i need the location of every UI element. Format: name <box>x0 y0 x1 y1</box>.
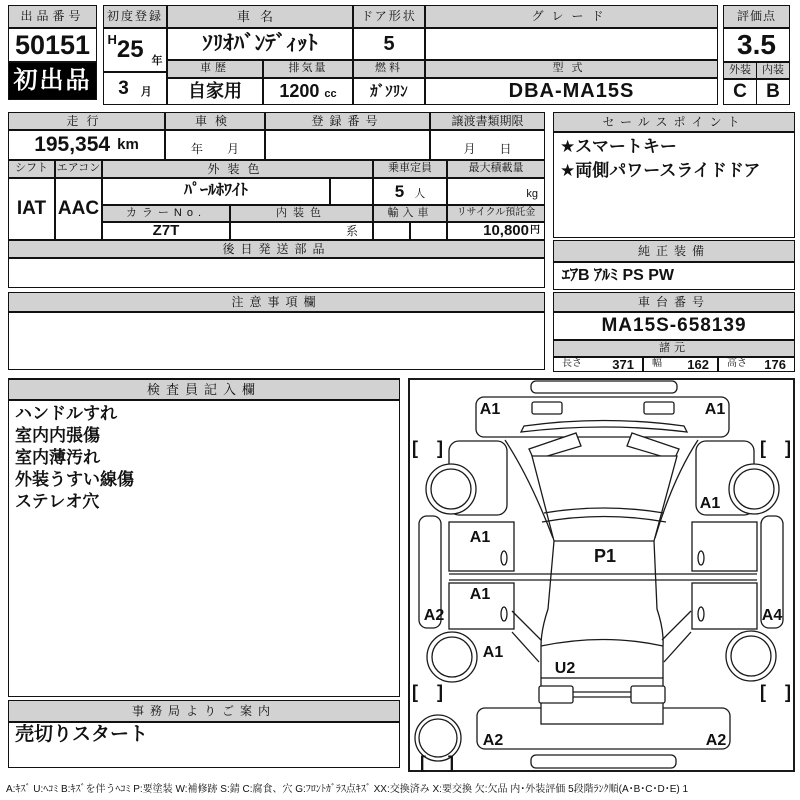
recycle-deposit-label: リサイクル預託金 <box>447 205 545 222</box>
damage-label-rear-left: A2 <box>482 732 504 749</box>
shift-value: IAT <box>8 178 55 240</box>
mirror-bracket-open: [ <box>760 438 766 458</box>
mirror-bracket-close: ] <box>785 438 791 458</box>
damage-label-right-sill: A4 <box>761 607 783 624</box>
front-bumper-shape <box>531 381 677 393</box>
recycle-deposit-value <box>447 222 545 240</box>
inspector-note-line: ハンドルすれ <box>15 404 117 423</box>
door-shape-label: ドア形状 <box>353 5 425 28</box>
model-code-value: DBA-MA15S <box>425 78 718 105</box>
color-number-value: Z7T <box>102 222 230 240</box>
car-name-value: ｿﾘｵﾊﾞﾝﾃﾞｨｯﾄ <box>167 28 353 60</box>
damage-label-left-quarter: A1 <box>482 644 504 661</box>
office-notice-title: 事務局よりご案内 <box>8 700 400 722</box>
damage-label-left-door1: A1 <box>469 529 491 546</box>
office-notice-value: 売切りスタート <box>8 722 400 768</box>
spare-tire-inner <box>419 719 457 757</box>
exterior-color-extra-cell <box>330 178 373 205</box>
oem-equipment-value: ｴｱB ｱﾙﾐ PS PW <box>553 262 795 290</box>
first-registration-month <box>103 72 167 105</box>
door-shape-value: 5 <box>353 28 425 60</box>
lot-number-label: 出品番号 <box>8 5 97 28</box>
chassis-number-value: MA15S-658139 <box>553 312 795 340</box>
length-label: 長さ <box>562 358 582 370</box>
width-label: 幅 <box>652 358 662 370</box>
max-load-label: 最大積載量 <box>447 160 545 178</box>
sales-point-box <box>553 132 795 238</box>
door-handle-front-left <box>501 551 507 565</box>
registration-number-label: 登録番号 <box>265 112 430 130</box>
fuel-label: 燃料 <box>353 60 425 78</box>
month-unit: 月 <box>140 86 152 99</box>
capacity-number: 5 <box>394 181 405 201</box>
inspection-label: 車検 <box>165 112 265 130</box>
corner-bracket-open: [ <box>760 682 766 702</box>
max-load-value: kg <box>447 178 545 205</box>
car-damage-diagram <box>408 378 795 772</box>
first-registration-year <box>103 28 167 72</box>
inspector-note-line: 室内内張傷 <box>15 426 100 445</box>
capacity-unit: 人 <box>414 188 426 201</box>
displacement-unit: cc <box>324 88 337 101</box>
dimension-length <box>553 357 643 372</box>
sales-point-line: ★両側パワースライドドア <box>560 161 761 180</box>
displacement-number: 1200 <box>279 81 320 102</box>
exterior-grade-label: 外装 <box>723 62 757 79</box>
interior-grade-label: 内装 <box>756 62 790 79</box>
width-value: 162 <box>687 357 709 372</box>
headlight-right-shape <box>644 402 674 414</box>
lot-number-value: 50151 <box>8 28 97 62</box>
later-parts-title: 後日発送部品 <box>8 240 545 258</box>
inspector-note-line: 外装うすい線傷 <box>15 470 134 489</box>
corner-bracket-open: [ <box>412 682 418 702</box>
inspector-notes-title: 検査員記入欄 <box>8 378 400 400</box>
registration-number-value <box>265 130 430 160</box>
grade-value <box>425 28 718 60</box>
grade-label: グレード <box>425 5 718 28</box>
taillight-right-shape <box>631 686 665 703</box>
import-cell-1 <box>373 222 410 240</box>
score-label: 評価点 <box>723 5 790 28</box>
fuel-value: ｶﾞｿﾘﾝ <box>353 78 425 105</box>
capacity-value <box>373 178 447 205</box>
recycle-unit: 円 <box>530 224 540 236</box>
first-reg-year-number: 25 <box>116 36 144 64</box>
wheel-front-right-inner <box>734 469 774 509</box>
history-label: 車歴 <box>167 60 263 78</box>
mileage-number: 195,354 <box>34 132 111 156</box>
bottom-bracket-open: [ <box>420 753 426 772</box>
interior-color-label: 内装色 <box>230 205 373 222</box>
corner-bracket-close: ] <box>437 682 443 702</box>
wheel-rear-left-inner <box>432 637 472 677</box>
import-label: 輸入車 <box>373 205 447 222</box>
damage-label-front-right: A1 <box>704 401 726 418</box>
year-unit: 年 <box>151 55 163 68</box>
door-handle-rear-left <box>501 607 507 621</box>
length-value: 371 <box>612 357 634 372</box>
sales-point-title: セールスポイント <box>553 112 795 132</box>
model-code-label: 型式 <box>425 60 718 78</box>
color-number-label: カラーNo. <box>102 205 230 222</box>
sales-point-line: ★スマートキー <box>560 137 677 156</box>
inspector-note-line: 室内薄汚れ <box>15 448 100 467</box>
later-parts-box <box>8 258 545 288</box>
displacement-label: 排気量 <box>263 60 353 78</box>
rear-bumper-shape <box>531 755 676 768</box>
displacement-value <box>263 78 353 105</box>
door-handle-rear-right <box>698 607 704 621</box>
damage-label-left-sill: A2 <box>423 607 445 624</box>
wheel-front-left-inner <box>431 469 471 509</box>
mirror-bracket-open: [ <box>412 438 418 458</box>
inspector-notes-box <box>8 400 400 697</box>
exterior-color-value: ﾊﾟｰﾙﾎﾜｲﾄ <box>102 178 330 205</box>
height-label: 高さ <box>727 358 747 370</box>
dimension-height <box>718 357 795 372</box>
mirror-bracket-close: ] <box>437 438 443 458</box>
height-value: 176 <box>764 357 786 372</box>
dimensions-title: 諸元 <box>553 340 795 357</box>
transfer-docs-value: 月 日 <box>430 130 545 160</box>
shift-label: シフト <box>8 160 55 178</box>
inspection-value: 年 月 <box>165 130 265 160</box>
legend-text: A:ｷｽﾞ U:ﾍｺﾐ B:ｷｽﾞを伴うﾍｺﾐ P:要塗装 W:補修跡 S:錆 C:腐食、穴 G:ﾌﾛﾝﾄｶﾞﾗｽ点ｷｽﾞ XX:交換済み X:要交換 欠:欠品 内･外装評価 5段階ﾗﾝｸ順(A･B･C･D･E) 1 <box>6 780 798 798</box>
windshield-shape <box>532 456 677 541</box>
interior-color-value: 系 <box>230 222 373 240</box>
capacity-label: 乗車定員 <box>373 160 447 178</box>
interior-grade-value: B <box>756 79 790 105</box>
mileage-unit: km <box>117 136 139 154</box>
car-name-label: 車名 <box>167 5 353 28</box>
door-handle-front-right <box>698 551 704 565</box>
recycle-number: 10,800 <box>483 222 529 240</box>
notes-title: 注意事項欄 <box>8 292 545 312</box>
first-reg-month-number: 3 <box>118 77 129 99</box>
notes-box <box>8 312 545 370</box>
oem-equipment-title: 純正装備 <box>553 240 795 262</box>
history-value: 自家用 <box>167 78 263 105</box>
damage-label-roof: P1 <box>593 546 617 566</box>
aircon-label: エアコン <box>55 160 102 178</box>
transfer-docs-label: 譲渡書類期限 <box>430 112 545 130</box>
mileage-label: 走行 <box>8 112 165 130</box>
door-rear-right-shape <box>692 583 757 629</box>
corner-bracket-close: ] <box>785 682 791 702</box>
era-prefix: H <box>107 32 117 47</box>
first-listing-badge: 初出品 <box>8 62 97 100</box>
damage-label-left-door2: A1 <box>469 586 491 603</box>
first-registration-label: 初度登録 <box>103 5 167 28</box>
aircon-value: AAC <box>55 178 102 240</box>
damage-label-front-left: A1 <box>479 401 501 418</box>
inspector-note-line: ステレオ穴 <box>15 492 100 511</box>
damage-label-right-fender: A1 <box>699 495 721 512</box>
headlight-left-shape <box>532 402 562 414</box>
wheel-rear-right-inner <box>731 636 771 676</box>
score-value: 3.5 <box>723 28 790 62</box>
exterior-color-label: 外装色 <box>102 160 373 178</box>
import-cell-2 <box>410 222 447 240</box>
taillight-left-shape <box>539 686 573 703</box>
damage-label-rear-gate: U2 <box>554 660 576 677</box>
mileage-value <box>8 130 165 160</box>
exterior-grade-value: C <box>723 79 757 105</box>
damage-label-rear-right: A2 <box>705 732 727 749</box>
dimension-width <box>643 357 718 372</box>
chassis-number-title: 車台番号 <box>553 292 795 312</box>
front-panel-shape <box>476 397 729 437</box>
bottom-bracket-close: ] <box>448 753 454 772</box>
